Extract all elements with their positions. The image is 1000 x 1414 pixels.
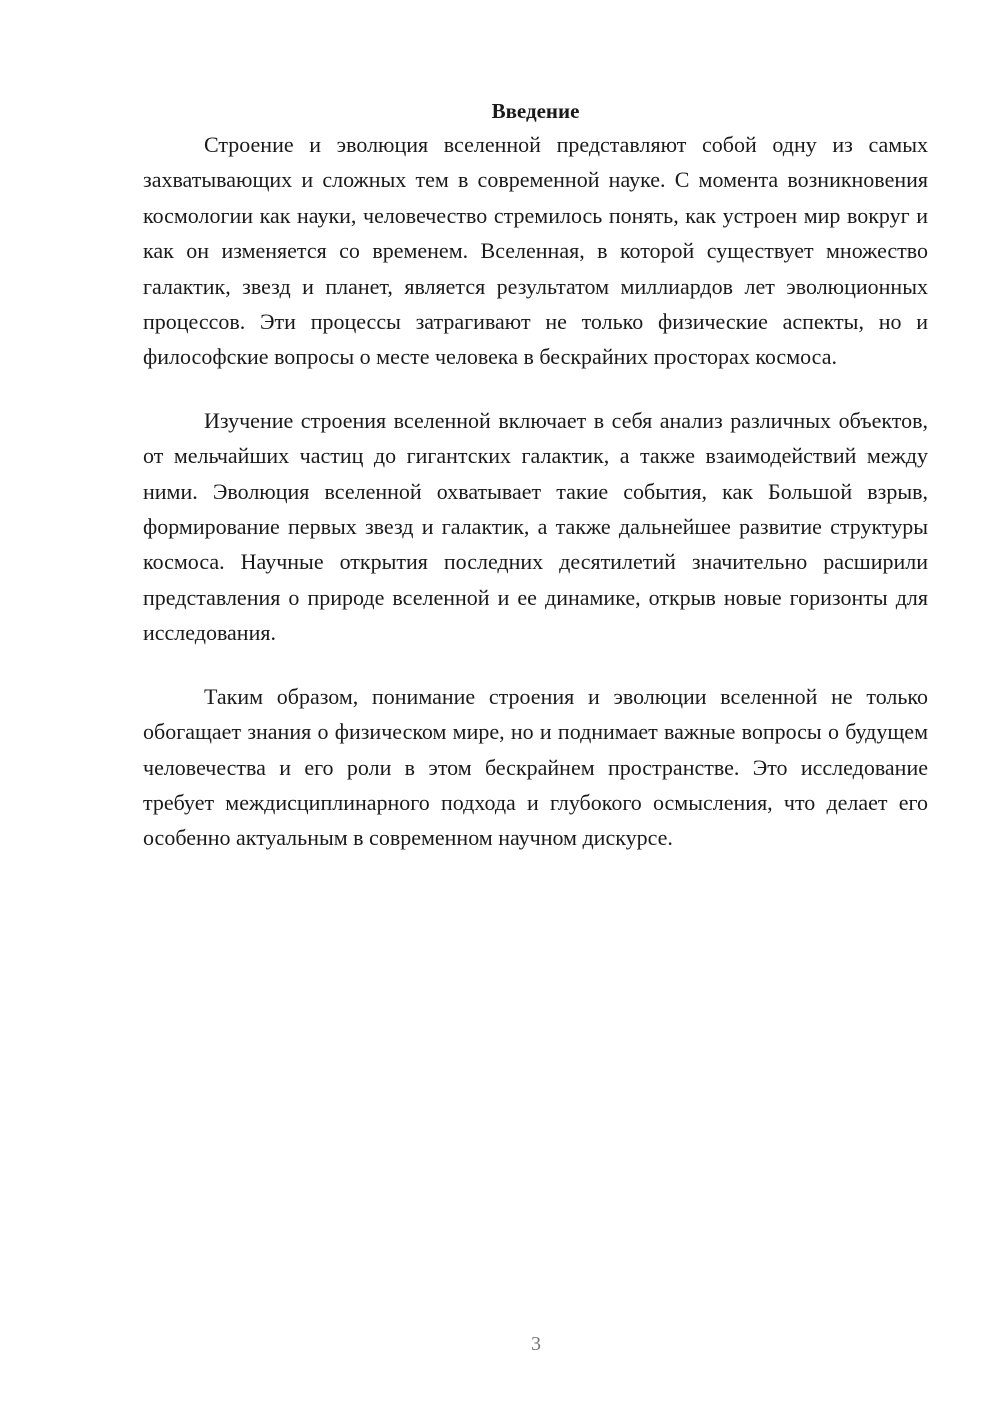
paragraph-2: Изучение строения вселенной включает в себя анализ различных объектов, от мельчайших частиц до гигантских галактик, а также взаимодействий между ними. Эволюция вселенной охватывает такие события, как Большой взрыв, формирование первых звезд и галактик, а также дальнейшее развитие структуры космоса. Научные открытия последних десятилетий значительно расширили представления о природе вселенной и ее динамике, открыв новые горизонты для исследования.: [143, 407, 928, 646]
paragraph-3: Таким образом, понимание строения и эволюции вселенной не только обогащает знания о физическом мире, но и поднимает важные вопросы о будущем человечества и его роли в этом бескрайнем пространстве. Это исследование требует междисциплинарного подхода и глубокого осмысления, что делает его особенно актуальным в современном научном дискурсе.: [143, 683, 928, 851]
paragraph-1: Строение и эволюция вселенной представляют собой одну из самых захватывающих и сложных тем в современной науке. С момента возникновения космологии как науки, человечество стремилось понять, как устроен мир вокруг и как он изменяется со временем. Вселенная, в которой существует множество галактик, звезд и планет, является результатом миллиардов лет эволюционных процессов. Эти процессы затрагивают не только физические аспекты, но и философские вопросы о месте человека в бескрайних просторах космоса.: [143, 132, 928, 370]
page-number: 3: [531, 1333, 541, 1355]
section-title: Введение: [491, 99, 580, 123]
document-body: [143, 95, 928, 856]
